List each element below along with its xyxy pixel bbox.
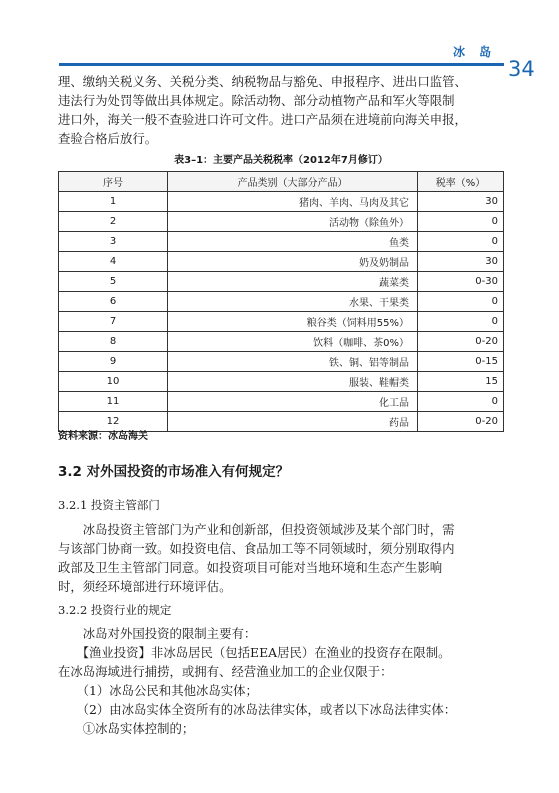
table-row	[59, 312, 504, 332]
cell-no: 3	[59, 232, 168, 252]
cell-category: 蔬菜类	[168, 272, 418, 292]
column-header-no: 序号	[59, 172, 168, 192]
cell-rate: 30	[418, 192, 504, 212]
text-line: 政部及卫生主管部门同意。如投资项目可能对当地环境和生态产生影响	[58, 560, 443, 575]
cell-category: 服装、鞋帽类	[168, 372, 418, 392]
table-row	[59, 352, 504, 372]
cell-category: 铁、铜、铝等制品	[168, 352, 418, 372]
table-caption: 表3–1：主要产品关税税率（2012年7月修订）	[174, 155, 388, 166]
text-line: 冰岛投资主管部门为产业和创新部，但投资领域涉及某个部门时，需	[58, 522, 455, 537]
text-line: （2）由冰岛实体全资所有的冰岛法律实体，或者以下冰岛法律实体：	[58, 702, 457, 717]
cell-category: 猪肉、羊肉、马肉及其它	[168, 192, 418, 212]
table-row	[59, 192, 504, 212]
cell-rate: 0	[418, 232, 504, 252]
text-line: 【渔业投资】非冰岛居民（包括EEA居民）在渔业的投资存在限制。	[58, 645, 451, 660]
table-header-row	[59, 172, 504, 192]
text-line: 理、缴纳关税义务、关税分类、纳税物品与豁免、申报程序、进出口监管、	[58, 74, 467, 89]
table-row	[59, 412, 504, 432]
cell-rate: 0	[418, 312, 504, 332]
subsection-heading-industry: 3.2.2 投资行业的规定	[58, 603, 172, 617]
cell-category: 奶及奶制品	[168, 252, 418, 272]
cell-category: 粮谷类（饲料用55%）	[168, 312, 418, 332]
authority-paragraph	[58, 520, 504, 596]
text-line: （1）冰岛公民和其他冰岛实体；	[58, 683, 258, 698]
text-line: 进口外，海关一般不查验进口许可文件。进口产品须在进境前向海关申报，	[58, 112, 467, 127]
cell-category: 水果、干果类	[168, 292, 418, 312]
text-line: 冰岛对外国投资的限制主要有：	[58, 626, 257, 641]
cell-no: 7	[59, 312, 168, 332]
cell-no: 4	[59, 252, 168, 272]
table-row	[59, 372, 504, 392]
tariff-table	[58, 171, 504, 432]
cell-no: 8	[59, 332, 168, 352]
cell-rate: 0	[418, 212, 504, 232]
table-row	[59, 212, 504, 232]
cell-rate: 0-20	[418, 412, 504, 432]
cell-rate: 0-15	[418, 352, 504, 372]
cell-no: 6	[59, 292, 168, 312]
cell-rate: 15	[418, 372, 504, 392]
text-line: ①冰岛实体控制的；	[58, 721, 195, 736]
text-line: 时，须经环境部进行环境评估。	[58, 579, 232, 594]
cell-category: 化工品	[168, 392, 418, 412]
cell-no: 10	[59, 372, 168, 392]
page-number: 34	[508, 57, 535, 81]
cell-no: 9	[59, 352, 168, 372]
text-line: 查验合格后放行。	[58, 131, 158, 146]
section-heading: 3.2 对外国投资的市场准入有何规定？	[58, 464, 290, 480]
cell-rate: 0-20	[418, 332, 504, 352]
cell-category: 药品	[168, 412, 418, 432]
cell-category: 鱼类	[168, 232, 418, 252]
intro-paragraph	[58, 72, 504, 148]
cell-no: 11	[59, 392, 168, 412]
cell-rate: 30	[418, 252, 504, 272]
table-row	[59, 332, 504, 352]
cell-no: 1	[59, 192, 168, 212]
cell-rate: 0-30	[418, 272, 504, 292]
table-row	[59, 292, 504, 312]
text-line: 违法行为处罚等做出具体规定。除活动物、部分动植物产品和军火等限制	[58, 93, 455, 108]
cell-category: 饮料（咖啡、茶0%）	[168, 332, 418, 352]
cell-rate: 0	[418, 392, 504, 412]
cell-rate: 0	[418, 292, 504, 312]
cell-category: 活动物（除鱼外）	[168, 212, 418, 232]
table-row	[59, 392, 504, 412]
table-row	[59, 252, 504, 272]
text-line: 与该部门协商一致。如投资电信、食品加工等不同领域时，须分别取得内	[58, 541, 455, 556]
cell-no: 2	[59, 212, 168, 232]
industry-paragraph	[58, 624, 504, 738]
table-source-note: 资料来源：冰岛海关	[58, 431, 148, 442]
cell-no: 12	[59, 412, 168, 432]
subsection-heading-authority: 3.2.1 投资主管部门	[58, 498, 160, 512]
text-line: 在冰岛海域进行捕捞，或拥有、经营渔业加工的企业仅限于：	[58, 664, 393, 679]
table-row	[59, 232, 504, 252]
table-row	[59, 272, 504, 292]
running-header-title: 冰 岛	[453, 45, 497, 59]
cell-no: 5	[59, 272, 168, 292]
header-rule	[59, 63, 504, 66]
column-header-rate: 税率（%）	[418, 172, 504, 192]
column-header-category: 产品类别（大部分产品）	[168, 172, 418, 192]
